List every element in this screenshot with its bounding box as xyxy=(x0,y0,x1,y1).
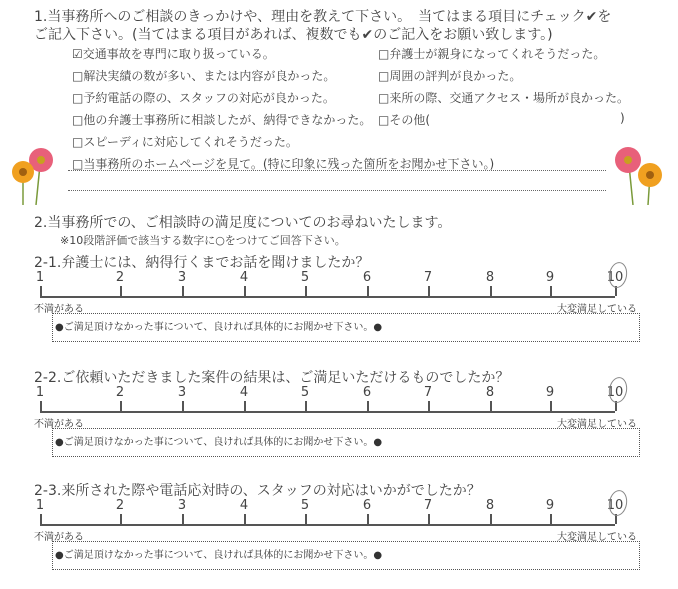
scale-number-4[interactable]: 4 xyxy=(239,385,249,400)
scale-tick xyxy=(367,514,369,524)
scale-tick xyxy=(550,286,552,296)
checkbox-item[interactable]: ☑交通事故を専門に取り扱っている。 xyxy=(72,47,275,61)
scale-number-9[interactable]: 9 xyxy=(545,498,555,513)
scale-tick xyxy=(40,514,42,524)
scale-number-1[interactable]: 1 xyxy=(35,270,45,285)
checkbox-item[interactable]: □弁護士が親身になってくれそうだった。 xyxy=(378,47,606,61)
checkbox-item[interactable]: □周囲の評判が良かった。 xyxy=(378,69,522,83)
checkbox-item[interactable]: □予約電話の際の、スタッフの対応が良かった。 xyxy=(72,91,335,105)
section1-title-line2: ご記入下さい。(当てはまる項目があれば、複数でも✔のご記入をお願い致します。) xyxy=(34,27,553,43)
checkbox-item[interactable]: □解決実績の数が多い、または内容が良かった。 xyxy=(72,69,336,83)
scale-tick xyxy=(367,286,369,296)
scale-number-7[interactable]: 7 xyxy=(423,498,433,513)
scale-tick xyxy=(182,286,184,296)
flower-right-icon xyxy=(612,145,667,205)
scale-number-8[interactable]: 8 xyxy=(485,385,495,400)
scale-number-8[interactable]: 8 xyxy=(485,270,495,285)
scale-tick xyxy=(244,401,246,411)
checkbox-item[interactable]: □スピーディに対応してくれそうだった。 xyxy=(72,135,298,149)
scale-tick xyxy=(40,286,42,296)
scale-line xyxy=(40,411,615,413)
scale-number-3[interactable]: 3 xyxy=(177,270,187,285)
scale-tick xyxy=(120,514,122,524)
scale-tick xyxy=(305,286,307,296)
scale-number-8[interactable]: 8 xyxy=(485,498,495,513)
scale-tick xyxy=(244,286,246,296)
scale-number-6[interactable]: 6 xyxy=(362,385,372,400)
scale-tick xyxy=(428,514,430,524)
flower-left-icon xyxy=(8,145,58,205)
scale-tick xyxy=(490,286,492,296)
scale-line xyxy=(40,296,615,298)
scale-tick xyxy=(550,514,552,524)
scale-number-6[interactable]: 6 xyxy=(362,498,372,513)
checkbox-item[interactable]: □来所の際、交通アクセス・場所が良かった。 xyxy=(378,91,629,105)
scale-number-10[interactable]: 10 xyxy=(606,385,624,400)
scale-tick xyxy=(244,514,246,524)
scale-number-7[interactable]: 7 xyxy=(423,385,433,400)
scale-number-1[interactable]: 1 xyxy=(35,498,45,513)
comment-prompt: ●ご満足頂けなかった事について、良ければ具体的にお聞かせ下さい。● xyxy=(55,322,383,333)
scale-number-4[interactable]: 4 xyxy=(239,270,249,285)
checkbox-item[interactable]: □他の弁護士事務所に相談したが、納得できなかった。 xyxy=(72,113,372,127)
high-label: 大変満足している xyxy=(557,532,637,543)
question-title: 2-1.弁護士には、納得行くまでお話を聞けましたか？ xyxy=(34,255,370,271)
rating-scale[interactable] xyxy=(34,270,637,315)
scale-line xyxy=(40,524,615,526)
selected-circle-mark xyxy=(607,489,629,518)
scale-tick xyxy=(550,401,552,411)
scale-number-3[interactable]: 3 xyxy=(177,385,187,400)
scale-number-5[interactable]: 5 xyxy=(300,270,310,285)
section2-note: ※10段階評価で該当する数字に○をつけてご回答下さい。 xyxy=(60,234,346,247)
scale-tick xyxy=(428,401,430,411)
other-close-paren: ) xyxy=(620,111,625,125)
low-label: 不満がある xyxy=(34,532,84,543)
high-label: 大変満足している xyxy=(557,419,637,430)
low-label: 不満がある xyxy=(34,304,84,315)
checkbox-item[interactable]: □当事務所のホームページを見て。(特に印象に残った箇所をお聞かせ下さい。) xyxy=(72,157,495,171)
scale-number-3[interactable]: 3 xyxy=(177,498,187,513)
comment-box[interactable] xyxy=(52,313,640,342)
scale-number-5[interactable]: 5 xyxy=(300,385,310,400)
scale-number-5[interactable]: 5 xyxy=(300,498,310,513)
rating-scale[interactable] xyxy=(34,498,637,543)
scale-tick xyxy=(490,514,492,524)
answer-line[interactable] xyxy=(68,190,606,191)
scale-number-9[interactable]: 9 xyxy=(545,270,555,285)
question-title: 2-2.ご依頼いただきました案件の結果は、ご満足いただけるものでしたか？ xyxy=(34,370,510,386)
scale-tick xyxy=(428,286,430,296)
scale-tick xyxy=(490,401,492,411)
scale-tick xyxy=(120,286,122,296)
scale-tick xyxy=(182,401,184,411)
checkbox-item[interactable]: □その他( xyxy=(378,113,431,127)
comment-box[interactable] xyxy=(52,428,640,457)
rating-scale[interactable] xyxy=(34,385,637,430)
scale-tick xyxy=(367,401,369,411)
scale-number-2[interactable]: 2 xyxy=(115,385,125,400)
high-label: 大変満足している xyxy=(557,304,637,315)
scale-tick xyxy=(305,401,307,411)
scale-tick xyxy=(120,401,122,411)
selected-circle-mark xyxy=(607,261,629,290)
scale-number-2[interactable]: 2 xyxy=(115,498,125,513)
low-label: 不満がある xyxy=(34,419,84,430)
section2-title: 2.当事務所での、ご相談時の満足度についてのお尋ねいたします。 xyxy=(34,215,452,231)
scale-number-2[interactable]: 2 xyxy=(115,270,125,285)
comment-prompt: ●ご満足頂けなかった事について、良ければ具体的にお聞かせ下さい。● xyxy=(55,437,383,448)
section1-title-line1: 1.当事務所へのご相談のきっかけや、理由を教えて下さい。 当てはまる項目にチェック✔を xyxy=(34,9,612,25)
answer-line[interactable] xyxy=(68,170,606,171)
scale-number-10[interactable]: 10 xyxy=(606,498,624,513)
scale-number-6[interactable]: 6 xyxy=(362,270,372,285)
scale-tick xyxy=(305,514,307,524)
scale-number-9[interactable]: 9 xyxy=(545,385,555,400)
selected-circle-mark xyxy=(607,376,629,405)
question-title: 2-3.来所された際や電話応対時の、スタッフの対応はいかがでしたか？ xyxy=(34,483,481,499)
scale-number-4[interactable]: 4 xyxy=(239,498,249,513)
comment-box[interactable] xyxy=(52,541,640,570)
scale-number-1[interactable]: 1 xyxy=(35,385,45,400)
scale-number-10[interactable]: 10 xyxy=(606,270,624,285)
scale-number-7[interactable]: 7 xyxy=(423,270,433,285)
scale-tick xyxy=(182,514,184,524)
scale-tick xyxy=(40,401,42,411)
comment-prompt: ●ご満足頂けなかった事について、良ければ具体的にお聞かせ下さい。● xyxy=(55,550,383,561)
